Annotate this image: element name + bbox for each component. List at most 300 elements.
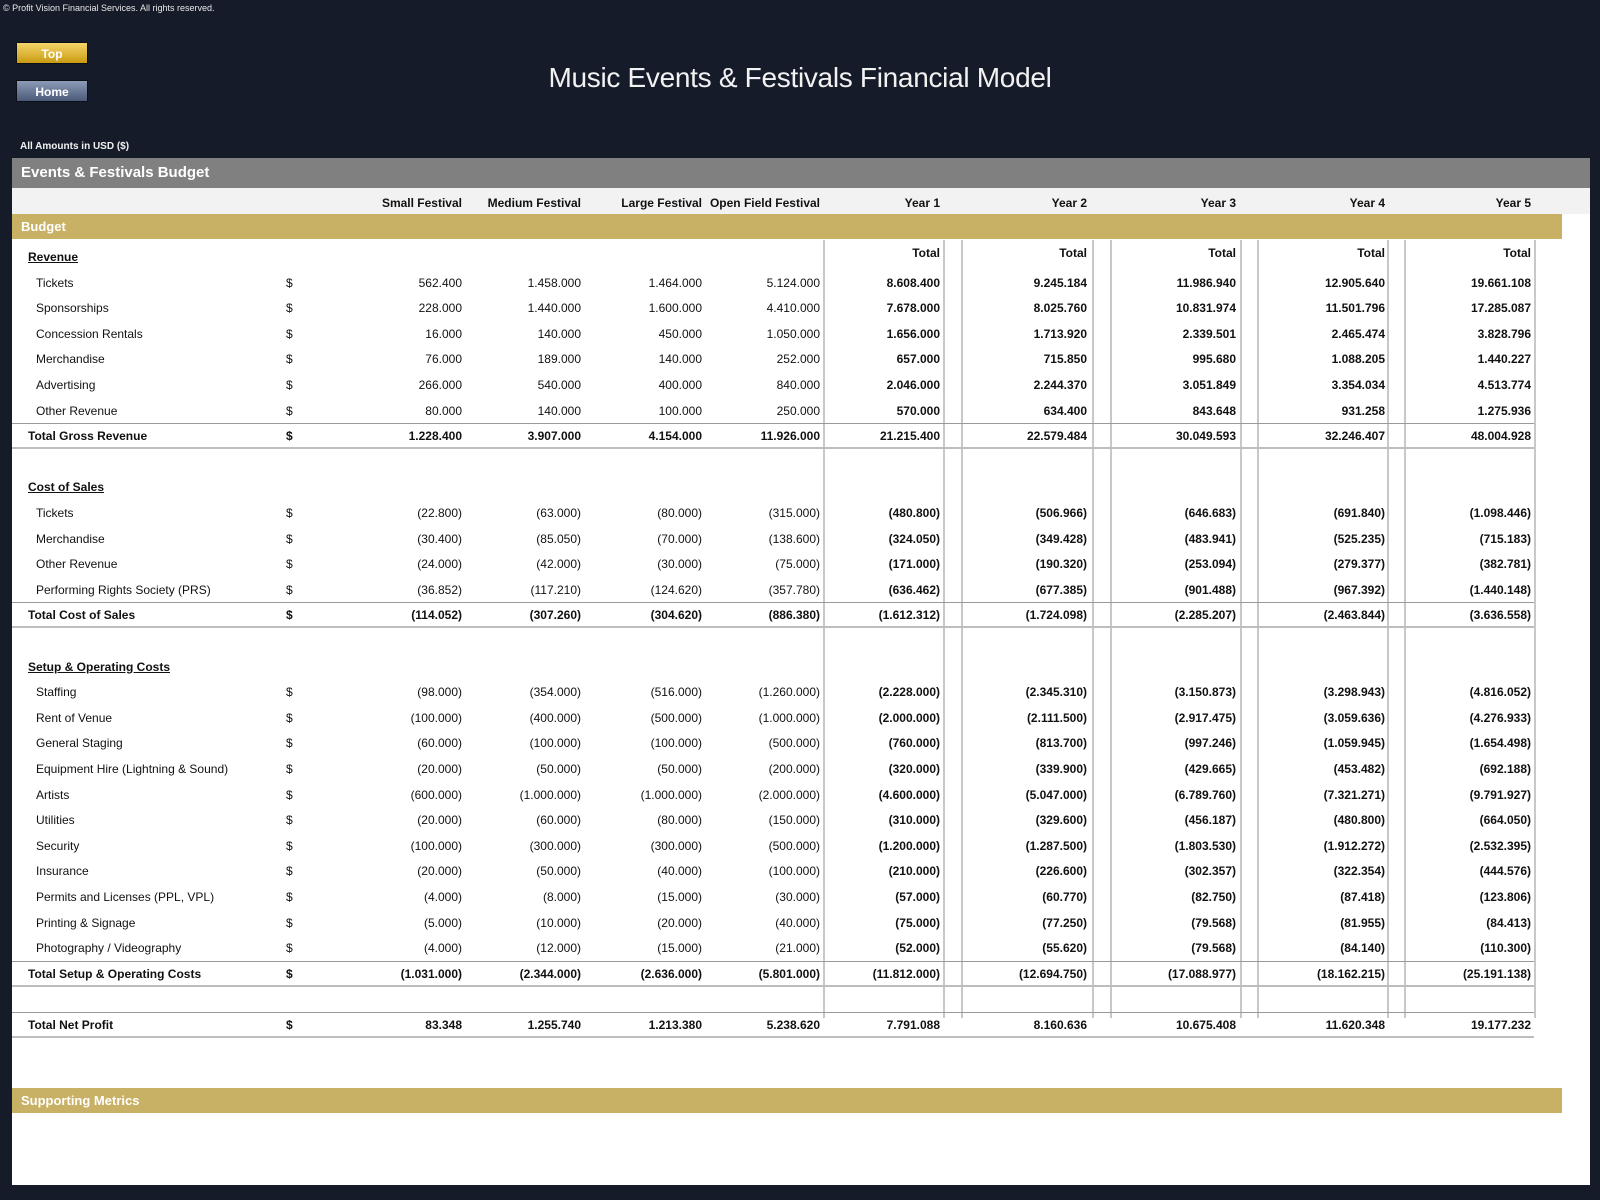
cell-value: (315.000) [768, 506, 820, 520]
cell-value: (300.000) [650, 838, 702, 853]
cell-value: (1.724.098) [1025, 608, 1087, 623]
row-label: Utilities [36, 813, 75, 828]
cell-value: 250.000 [776, 403, 820, 418]
cell-value: (50.000) [657, 762, 702, 776]
column-header: Large Festival [621, 196, 702, 210]
column-header: Open Field Festival [709, 196, 820, 210]
cell-value: (20.000) [417, 762, 462, 776]
cell-value: (600.000) [410, 787, 462, 802]
year-column-border [1387, 240, 1389, 1018]
cell-value: (200.000) [768, 762, 820, 776]
cell-value: (715.183) [1479, 531, 1531, 546]
cell-value: (55.620) [1042, 941, 1087, 956]
cell-value: (500.000) [650, 710, 702, 725]
cell-value: (3.059.636) [1323, 710, 1385, 725]
cell-value: (226.600) [1035, 864, 1087, 879]
cell-value: (8.000) [542, 890, 581, 904]
cell-value: (320.000) [888, 762, 940, 776]
cell-value: (357.780) [768, 582, 820, 597]
cell-value: 19.661.108 [1470, 275, 1531, 290]
total-bottom-border [12, 447, 1534, 449]
column-header: Medium Festival [487, 196, 581, 210]
currency-symbol: $ [286, 941, 293, 956]
cell-value: (6.789.760) [1174, 787, 1236, 802]
cell-value: (12.694.750) [1018, 966, 1087, 981]
amounts-note: All Amounts in USD ($) [20, 141, 130, 152]
cell-value: (25.191.138) [1462, 966, 1531, 981]
currency-symbol: $ [286, 838, 293, 853]
cell-value: (52.000) [895, 941, 940, 956]
total-top-border [12, 961, 1534, 962]
cell-value: (210.000) [888, 864, 940, 879]
cell-value: (2.345.310) [1025, 685, 1087, 700]
cell-value: (304.620) [650, 608, 702, 623]
cell-value: 3.828.796 [1477, 326, 1531, 341]
cell-value: (2.000.000) [758, 787, 820, 802]
cell-value: (21.000) [775, 941, 820, 956]
cell-value: 840.000 [776, 378, 820, 392]
cell-value: 3.907.000 [527, 429, 581, 444]
cell-value: (2.532.395) [1469, 838, 1531, 853]
cell-value: (80.000) [657, 506, 702, 520]
cell-value: 2.465.474 [1331, 326, 1385, 341]
cell-value: (901.488) [1184, 582, 1236, 597]
cell-value: (79.568) [1191, 941, 1236, 956]
cell-value: 19.177.232 [1470, 1018, 1531, 1032]
cell-value: (114.052) [411, 608, 462, 623]
cell-value: (1.803.530) [1174, 838, 1236, 853]
cell-value: 7.678.000 [886, 301, 940, 316]
cell-value: (100.000) [410, 838, 462, 853]
cell-value: 570.000 [896, 403, 940, 418]
home-button[interactable]: Home [16, 80, 88, 102]
cell-value: (1.000.000) [758, 710, 820, 725]
row-label: Security [36, 838, 80, 853]
cell-value: (691.840) [1333, 506, 1385, 520]
cell-value: 4.154.000 [648, 429, 702, 444]
row-heading: Cost of Sales [28, 480, 105, 495]
cell-value: (2.285.207) [1174, 608, 1236, 623]
currency-symbol: $ [286, 506, 293, 520]
cell-value: 100.000 [658, 403, 702, 418]
cell-value: (70.000) [657, 531, 702, 546]
cell-value: 4.513.774 [1477, 378, 1531, 392]
currency-symbol: $ [286, 813, 293, 828]
cell-value: (30.000) [775, 890, 820, 904]
total-top-border [12, 423, 1534, 424]
cell-value: (3.150.873) [1174, 685, 1236, 700]
currency-symbol: $ [286, 966, 293, 981]
cell-value: (12.000) [536, 941, 581, 956]
cell-value: (2.111.500) [1026, 710, 1087, 725]
cell-value: (40.000) [775, 915, 820, 930]
copyright-text: © Profit Vision Financial Services. All rights reserved. [3, 3, 215, 13]
cell-value: (60.000) [417, 736, 462, 751]
currency-symbol: $ [286, 890, 293, 904]
cell-value: (506.966) [1035, 506, 1087, 520]
cell-value: (2.000.000) [878, 710, 940, 725]
currency-symbol: $ [286, 326, 293, 341]
row-label: Merchandise [36, 352, 105, 367]
cell-value: 1.255.740 [527, 1018, 581, 1032]
row-heading: Setup & Operating Costs [28, 659, 171, 674]
column-header: Year 5 [1495, 196, 1531, 210]
cell-value: (302.357) [1184, 864, 1236, 879]
cell-value: (40.000) [657, 864, 702, 879]
cell-value: 48.004.928 [1470, 429, 1531, 444]
cell-value: (10.000) [536, 915, 581, 930]
cell-value: (1.059.945) [1323, 736, 1385, 751]
total-row-label: Total Gross Revenue [28, 429, 148, 444]
total-bottom-border [12, 626, 1534, 628]
row-label: Permits and Licenses (PPL, VPL) [36, 890, 215, 904]
supporting-metrics-band: Supporting Metrics [12, 1088, 1562, 1113]
cell-value: 80.000 [425, 403, 462, 418]
cell-value: 1.600.000 [648, 301, 702, 316]
cell-value: (1.260.000) [758, 685, 820, 700]
cell-value: 10.831.974 [1175, 301, 1236, 316]
total-top-border [12, 602, 1534, 603]
cell-value: (81.955) [1340, 915, 1385, 930]
cell-value: 450.000 [658, 326, 702, 341]
cell-value: (382.781) [1479, 557, 1531, 572]
cell-value: 1.275.936 [1477, 403, 1531, 418]
cell-value: 8.025.760 [1033, 301, 1087, 316]
cell-value: (9.791.927) [1469, 787, 1531, 802]
cell-value: 5.238.620 [766, 1018, 820, 1032]
row-label: Advertising [36, 378, 96, 392]
row-label: Other Revenue [36, 557, 118, 572]
total-bottom-border [12, 985, 1534, 987]
cell-value: (30.000) [657, 557, 702, 572]
cell-value: 7.791.088 [886, 1018, 940, 1032]
cell-value: (30.400) [417, 531, 462, 546]
currency-symbol: $ [286, 787, 293, 802]
cell-value: 4.410.000 [766, 301, 820, 316]
cell-value: 140.000 [658, 352, 702, 367]
cell-value: (110.300) [1480, 941, 1531, 956]
year-total-label: Total [1357, 246, 1385, 260]
row-label: Sponsorships [36, 301, 109, 316]
cell-value: 12.905.640 [1324, 275, 1385, 290]
cell-value: 76.000 [425, 352, 462, 367]
budget-band: Budget [12, 214, 1562, 239]
column-header: Year 1 [904, 196, 940, 210]
cell-value: (123.806) [1479, 890, 1531, 904]
cell-value: (100.000) [650, 736, 702, 751]
cell-value: (2.228.000) [878, 685, 940, 700]
cell-value: 140.000 [537, 403, 581, 418]
row-heading: Revenue [28, 250, 79, 264]
cell-value: (138.600) [768, 531, 820, 546]
currency-symbol: $ [286, 685, 293, 700]
cell-value: (5.801.000) [758, 966, 820, 981]
row-label: Tickets [36, 506, 74, 520]
year-column-border [1534, 240, 1536, 1018]
cell-value: 11.926.000 [760, 429, 820, 444]
cell-value: (2.344.000) [519, 966, 581, 981]
row-label: Concession Rentals [36, 326, 143, 341]
row-label: Insurance [36, 864, 89, 879]
cell-value: (11.812.000) [872, 966, 940, 981]
cell-value: (100.000) [529, 736, 581, 751]
cell-value: 400.000 [658, 378, 702, 392]
currency-symbol: $ [286, 403, 293, 418]
row-label: Rent of Venue [36, 710, 113, 725]
currency-symbol: $ [286, 710, 293, 725]
cell-value: (339.900) [1035, 762, 1087, 776]
cell-value: 83.348 [425, 1018, 462, 1032]
cell-value: 11.620.348 [1325, 1018, 1385, 1032]
cell-value: (77.250) [1042, 915, 1087, 930]
cell-value: (480.800) [1333, 813, 1385, 828]
currency-symbol: $ [286, 915, 293, 930]
cell-value: (4.816.052) [1469, 685, 1531, 700]
currency-symbol: $ [286, 762, 293, 776]
cell-value: 1.228.400 [408, 429, 462, 444]
row-label: Equipment Hire (Lightning & Sound) [36, 762, 229, 776]
cell-value: (664.050) [1479, 813, 1531, 828]
cell-value: (75.000) [775, 557, 820, 572]
cell-value: (400.000) [529, 710, 581, 725]
cell-value: (190.320) [1035, 557, 1087, 572]
column-header: Year 2 [1051, 196, 1087, 210]
cell-value: (84.140) [1340, 941, 1385, 956]
cell-value: (100.000) [410, 710, 462, 725]
cell-value: 2.339.501 [1182, 326, 1236, 341]
cell-value: 16.000 [425, 326, 462, 341]
cell-value: (100.000) [768, 864, 820, 879]
cell-value: (1.612.312) [878, 608, 940, 623]
year-column-border [1240, 240, 1242, 1018]
cell-value: 1.213.380 [648, 1018, 702, 1032]
cell-value: (5.047.000) [1025, 787, 1087, 802]
cell-value: 2.046.000 [886, 378, 940, 392]
cell-value: (60.770) [1042, 890, 1087, 904]
cell-value: (525.235) [1333, 531, 1385, 546]
year-total-label: Total [912, 246, 940, 260]
currency-symbol: $ [286, 275, 293, 290]
cell-value: (18.162.215) [1316, 966, 1385, 981]
cell-value: (57.000) [895, 890, 940, 904]
cell-value: (1.440.148) [1469, 582, 1531, 597]
page-title: Music Events & Festivals Financial Model [548, 62, 1052, 93]
total-row-label: Total Cost of Sales [28, 608, 136, 623]
cell-value: (322.354) [1333, 864, 1385, 879]
cell-value: (87.418) [1340, 890, 1385, 904]
cell-value: (1.000.000) [640, 787, 702, 802]
cell-value: (80.000) [657, 813, 702, 828]
row-label: Artists [36, 787, 70, 802]
cell-value: (2.463.844) [1323, 608, 1385, 623]
currency-symbol: $ [286, 429, 293, 444]
cell-value: (3.636.558) [1469, 608, 1531, 623]
currency-symbol: $ [286, 608, 293, 623]
currency-symbol: $ [286, 864, 293, 879]
cell-value: (456.187) [1184, 813, 1236, 828]
total-top-border [12, 1012, 1534, 1013]
budget-sheet [12, 158, 1590, 1185]
cell-value: (4.600.000) [878, 787, 940, 802]
column-header: Year 4 [1349, 196, 1385, 210]
cell-value: 1.464.000 [648, 275, 702, 290]
cell-value: 140.000 [537, 326, 581, 341]
year-total-label: Total [1059, 246, 1087, 260]
cell-value: (813.700) [1035, 736, 1087, 751]
cell-value: (2.917.475) [1174, 710, 1236, 725]
row-label: Tickets [36, 275, 74, 290]
cell-value: (1.031.000) [400, 966, 462, 981]
cell-value: (5.000) [423, 915, 462, 930]
cell-value: (2.636.000) [640, 966, 702, 981]
cell-value: 266.000 [418, 378, 462, 392]
currency-symbol: $ [286, 531, 293, 546]
cell-value: (79.568) [1191, 915, 1236, 930]
cell-value: (84.413) [1486, 915, 1531, 930]
cell-value: (15.000) [657, 890, 702, 904]
cell-value: 634.400 [1043, 403, 1087, 418]
currency-symbol: $ [286, 352, 293, 367]
cell-value: 3.051.849 [1182, 378, 1236, 392]
row-label: Performing Rights Society (PRS) [36, 582, 211, 597]
cell-value: (1.000.000) [519, 787, 581, 802]
total-row-label: Total Setup & Operating Costs [28, 966, 202, 981]
cell-value: (480.800) [888, 506, 940, 520]
year-column-border [1092, 240, 1094, 1018]
cell-value: 22.579.484 [1026, 429, 1087, 444]
cell-value: 562.400 [418, 275, 462, 290]
cell-value: (4.000) [423, 941, 462, 956]
cell-value: 21.215.400 [879, 429, 940, 444]
cell-value: 9.245.184 [1033, 275, 1087, 290]
cell-value: 11.501.796 [1325, 301, 1385, 316]
cell-value: (500.000) [768, 736, 820, 751]
cell-value: 1.458.000 [527, 275, 581, 290]
cell-value: (483.941) [1184, 531, 1236, 546]
cell-value: (20.000) [417, 813, 462, 828]
cell-value: (500.000) [768, 838, 820, 853]
cell-value: 1.656.000 [886, 326, 940, 341]
cell-value: (1.912.272) [1323, 838, 1385, 853]
cell-value: 1.713.920 [1033, 326, 1087, 341]
cell-value: (692.188) [1479, 762, 1531, 776]
column-header-row [12, 188, 1590, 214]
cell-value: (4.276.933) [1469, 710, 1531, 725]
cell-value: (3.298.943) [1323, 685, 1385, 700]
cell-value: (760.000) [888, 736, 940, 751]
row-label: General Staging [36, 736, 123, 751]
cell-value: (444.576) [1479, 864, 1531, 879]
cell-value: 1.440.227 [1477, 352, 1531, 367]
cell-value: (22.800) [417, 506, 462, 520]
cell-value: 10.675.408 [1175, 1018, 1236, 1032]
currency-symbol: $ [286, 378, 293, 392]
cell-value: 30.049.593 [1175, 429, 1236, 444]
cell-value: 32.246.407 [1324, 429, 1385, 444]
cell-value: (24.000) [417, 557, 462, 572]
year-column-border [943, 240, 945, 1018]
cell-value: (85.050) [536, 531, 581, 546]
cell-value: 252.000 [776, 352, 820, 367]
cell-value: (279.377) [1333, 557, 1385, 572]
cell-value: (42.000) [536, 557, 581, 572]
cell-value: 228.000 [418, 301, 462, 316]
cell-value: 5.124.000 [766, 275, 820, 290]
cell-value: (171.000) [888, 557, 940, 572]
cell-value: (50.000) [536, 864, 581, 879]
cell-value: (516.000) [650, 685, 702, 700]
cell-value: 1.440.000 [527, 301, 581, 316]
year-total-label: Total [1503, 246, 1531, 260]
total-row-label: Total Net Profit [28, 1018, 114, 1032]
currency-symbol: $ [286, 557, 293, 572]
cell-value: 657.000 [896, 352, 940, 367]
cell-value: (1.200.000) [878, 838, 940, 853]
cell-value: 8.608.400 [886, 275, 940, 290]
cell-value: (636.462) [888, 582, 940, 597]
cell-value: (324.050) [888, 531, 940, 546]
cell-value: (429.665) [1184, 762, 1236, 776]
cell-value: 843.648 [1192, 403, 1236, 418]
cell-value: (1.287.500) [1025, 838, 1087, 853]
section-header: Events & Festivals Budget [12, 158, 1590, 188]
column-header: Small Festival [381, 196, 462, 210]
currency-symbol: $ [286, 1018, 293, 1032]
currency-symbol: $ [286, 736, 293, 751]
cell-value: (117.210) [530, 582, 581, 597]
cell-value: 1.050.000 [766, 326, 820, 341]
cell-value: (349.428) [1035, 531, 1087, 546]
cell-value: 931.258 [1341, 403, 1385, 418]
row-label: Photography / Videography [36, 941, 182, 956]
cell-value: (20.000) [657, 915, 702, 930]
cell-value: (329.600) [1035, 813, 1087, 828]
cell-value: (50.000) [536, 762, 581, 776]
row-label: Printing & Signage [36, 915, 136, 930]
cell-value: (354.000) [529, 685, 581, 700]
cell-value: (15.000) [657, 941, 702, 956]
cell-value: 8.160.636 [1033, 1018, 1087, 1032]
cell-value: (124.620) [650, 582, 702, 597]
cell-value: 2.244.370 [1033, 378, 1087, 392]
cell-value: (1.654.498) [1469, 736, 1531, 751]
row-label: Staffing [36, 685, 77, 700]
cell-value: (967.392) [1333, 582, 1385, 597]
cell-value: (7.321.271) [1323, 787, 1385, 802]
currency-symbol: $ [286, 301, 293, 316]
cell-value: (300.000) [529, 838, 581, 853]
currency-symbol: $ [286, 582, 293, 597]
cell-value: 995.680 [1192, 352, 1236, 367]
cell-value: (63.000) [536, 506, 581, 520]
cell-value: (453.482) [1333, 762, 1385, 776]
cell-value: (98.000) [417, 685, 462, 700]
cell-value: 540.000 [537, 378, 581, 392]
cell-value: (82.750) [1191, 890, 1236, 904]
cell-value: (4.000) [423, 890, 462, 904]
cell-value: (307.260) [529, 608, 581, 623]
cell-value: (20.000) [417, 864, 462, 879]
top-button[interactable]: Top [16, 42, 88, 64]
cell-value: (36.852) [417, 582, 462, 597]
cell-value: (310.000) [888, 813, 940, 828]
cell-value: (1.098.446) [1469, 506, 1531, 520]
cell-value: 189.000 [537, 352, 581, 367]
cell-value: 11.986.940 [1176, 275, 1236, 290]
cell-value: 715.850 [1043, 352, 1087, 367]
cell-value: (253.094) [1184, 557, 1236, 572]
cell-value: (997.246) [1184, 736, 1236, 751]
